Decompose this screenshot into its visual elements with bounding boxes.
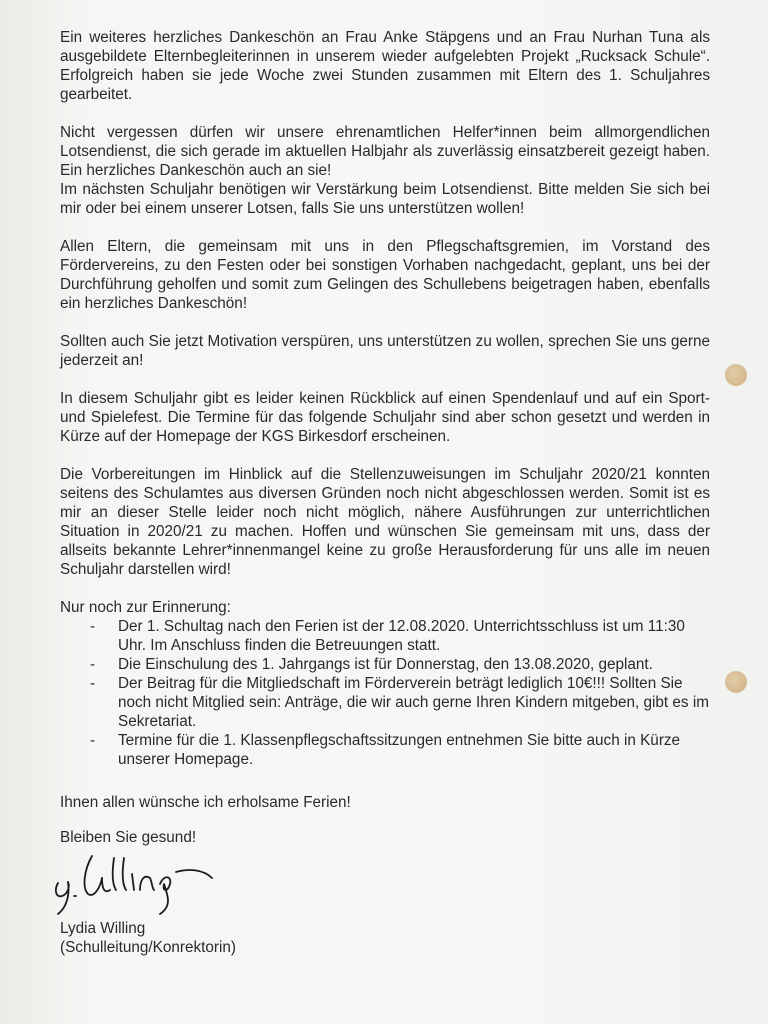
handwritten-signature-icon <box>40 848 230 918</box>
signatory-name: Lydia Willing <box>60 920 146 937</box>
paragraph-lotsendienst-call: Im nächsten Schuljahr benötigen wir Verstärkung beim Lotsendienst. Bitte melden Sie sich bei mir oder bei einem unserer Lotsen, falls Sie uns unterstützen wollen! <box>60 181 710 217</box>
list-item: - Der Beitrag für die Mitgliedschaft im Förderverein beträgt lediglich 10€!!! Sollten Sie noch nicht Mitglied sein: Anträge, die wir auch gerne Ihren Kindern mitgeben, gibt es im Sekretariat. <box>90 675 709 730</box>
signatory-role: (Schulleitung/Konrektorin) <box>60 939 237 956</box>
closing-wish: Ihnen allen wünsche ich erholsame Ferien! <box>60 794 351 811</box>
punch-hole-icon <box>725 671 747 693</box>
reminder-list <box>60 617 710 769</box>
letter-body <box>60 28 710 769</box>
list-item: - Die Einschulung des 1. Jahrgangs ist für Donnerstag, den 13.08.2020, geplant. <box>90 656 653 673</box>
punch-hole-icon <box>725 364 747 386</box>
paragraph-thanks-parents: Allen Eltern, die gemeinsam mit uns in den Pflegschaftsgremien, im Vorstand des Fördervereins, zu den Festen oder bei sonstigen Vorhaben nachgedacht, geplant, uns bei der Durchführung geholfen und somit zum Gelingen des Schullebens beigetragen haben, ebenfalls ein herzliches Dankeschön! <box>60 238 710 312</box>
paragraph-stellenzuweisungen: Die Vorbereitungen im Hinblick auf die Stellenzuweisungen im Schuljahr 2020/21 konnten seitens des Schulamtes aus diversen Gründen noch nicht abgeschlossen werden. Somit ist es mir an dieser Stelle leider noch nicht möglich, nähere Ausführungen zur unterrichtlichen Situation in 2020/21 zu machen. Hoffen und wünschen Sie gemeinsam mit uns, dass der allseits bekannte Lehrer*innenmangel keine zu große Herausforderung für uns alle im neuen Schuljahr darstellen wird! <box>60 466 710 578</box>
paragraph-motivation: Sollten auch Sie jetzt Motivation verspüren, uns unterstützen zu wollen, sprechen Sie uns gerne jederzeit an! <box>60 333 710 369</box>
list-item: - Der 1. Schultag nach den Ferien ist der 12.08.2020. Unterrichtsschluss ist um 11:30 Uhr. Im Anschluss finden die Betreuungen statt. <box>90 618 685 654</box>
closing-stay-healthy: Bleiben Sie gesund! <box>60 829 197 846</box>
paragraph-lotsendienst-thanks: Nicht vergessen dürfen wir unsere ehrenamtlichen Helfer*innen beim allmorgendlichen Lotsendienst, die sich gerade im aktuellen Halbjahr als zuverlässig einsatzbereit gezeigt haben. Ein herzliches Dankeschön auch an sie! <box>60 124 710 179</box>
list-item: - Termine für die 1. Klassenpflegschaftssitzungen entnehmen Sie bitte auch in Kürze unserer Homepage. <box>90 732 681 768</box>
paragraph-thanks-elternbegleiterinnen: Ein weiteres herzliches Dankeschön an Frau Anke Stäpgens und an Frau Nurhan Tuna als ausgebildete Elternbegleiterinnen in unserem wieder aufgelebten Projekt „Rucksack Schule“. Erfolgreich haben sie jede Woche zwei Stunden zusammen mit Eltern des 1. Schuljahres gearbeitet. <box>60 29 710 103</box>
reminder-intro: Nur noch zur Erinnerung: <box>60 599 231 616</box>
paragraph-spendenlauf: In diesem Schuljahr gibt es leider keinen Rückblick auf einen Spendenlauf und auf ein Sport- und Spielefest. Die Termine für das folgende Schuljahr sind aber schon gesetzt und werden in Kürze auf der Homepage der KGS Birkesdorf erscheinen. <box>60 390 710 445</box>
